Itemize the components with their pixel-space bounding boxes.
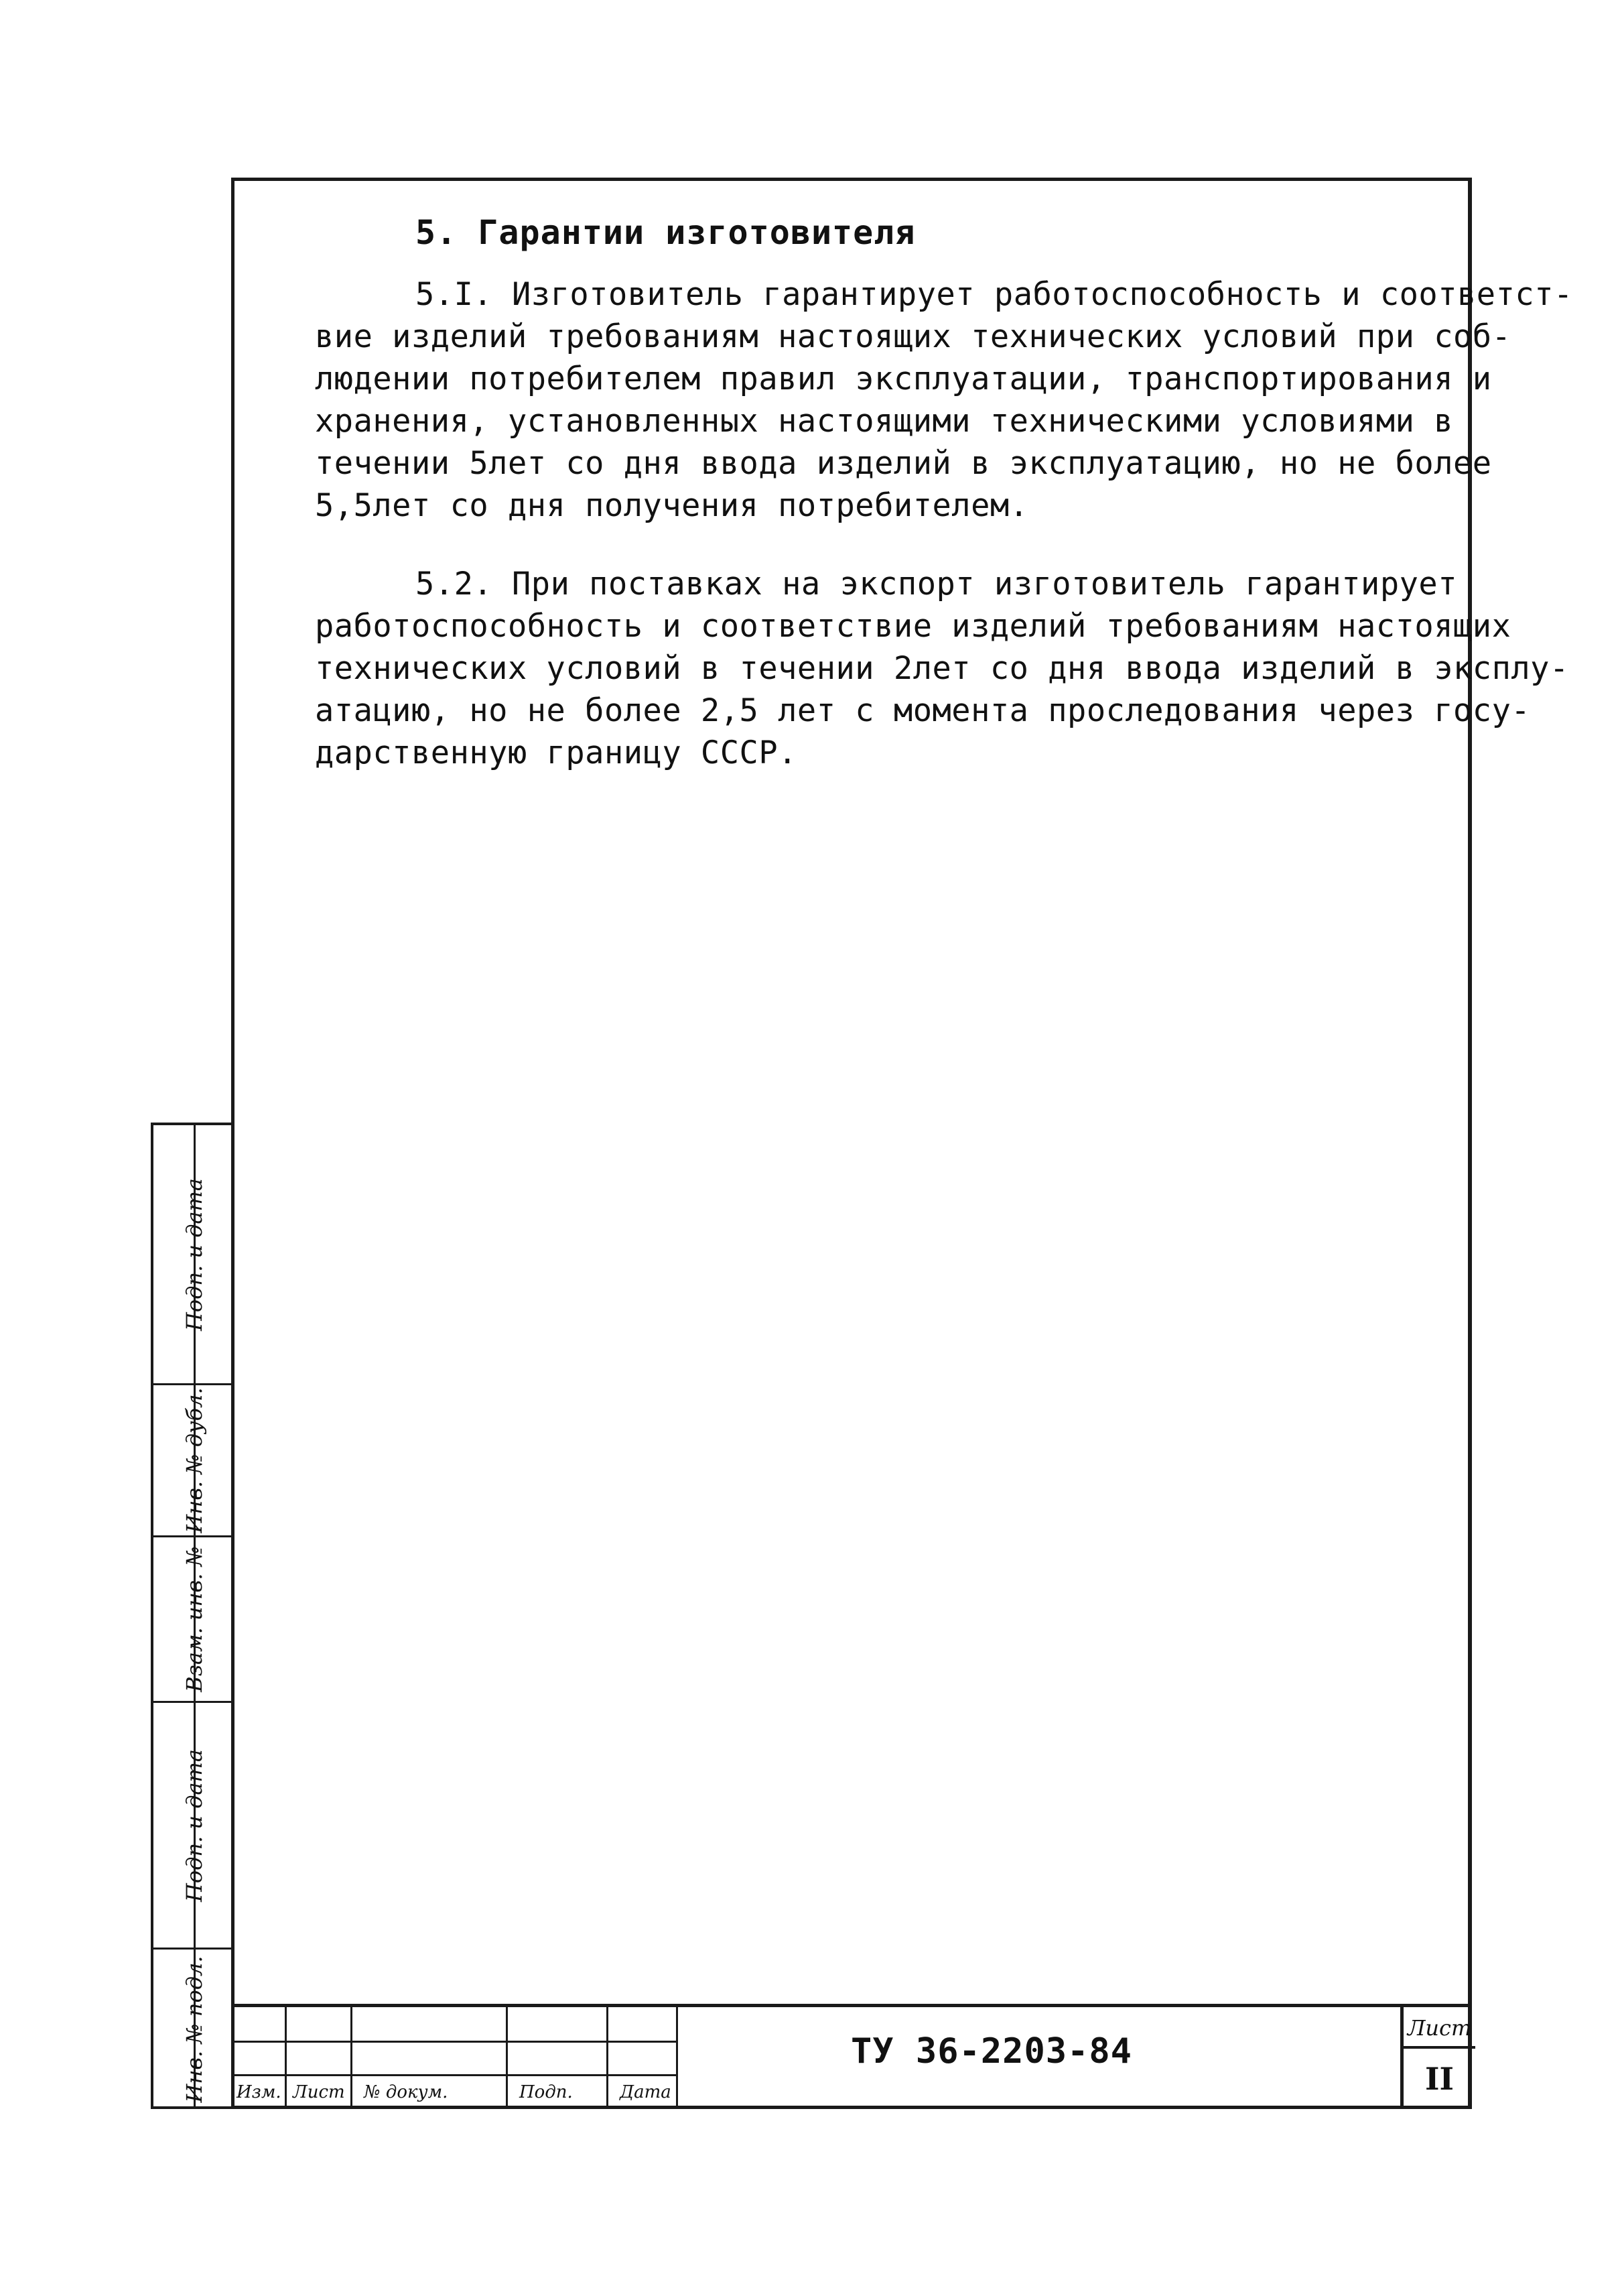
side-stamp [151, 1123, 234, 2109]
col-label-change: Изм. [236, 2082, 281, 2102]
col-label-signature: Подп. [519, 2082, 573, 2102]
document-code: ТУ 36-2203-84 [851, 2031, 1132, 2071]
text-line: течении 5лет со дня ввода изделий в эксплуатацию, но не более [315, 445, 1492, 482]
sheet-box [1400, 2007, 1475, 2109]
title-block-col-rule [285, 2007, 287, 2109]
col-label-sheet: Лист [293, 2082, 345, 2102]
side-cell-label: Инв. № дубл. [181, 1387, 207, 1533]
sheet-label: Лист [1404, 2015, 1475, 2049]
title-block-rule [231, 2041, 676, 2043]
text-line: 5,5лет со дня получения потребителем. [315, 487, 1029, 524]
side-cell-sign-date [153, 1125, 234, 1385]
paragraph-5-2 [315, 563, 1569, 774]
col-label-date: Дата [620, 2082, 671, 2102]
text-line: дарственную границу СССР. [315, 735, 797, 771]
side-cell-label: Взам. инв. № [181, 1546, 207, 1692]
title-block-col-rule [350, 2007, 352, 2109]
side-cell-orig-inv [153, 1950, 234, 2109]
section-heading: 5. Гарантии изготовителя [415, 213, 916, 252]
text-line: хранения, установленных настоящими техническими условиями в [315, 403, 1453, 440]
paragraph-5-1 [315, 273, 1573, 527]
text-line: работоспособность и соответствие изделий требованиям настоящих [315, 608, 1511, 645]
text-line: 5.I. Изготовитель гарантирует работоспособность и соответст- [415, 276, 1573, 313]
col-label-doc-no: № докум. [364, 2082, 448, 2102]
title-block [231, 2004, 1472, 2109]
side-cell-sign-date-2 [153, 1703, 234, 1950]
text-line: 5.2. При поставках на экспорт изготовитель гарантирует [415, 566, 1458, 602]
side-cell-label: Инв. № подл. [181, 1956, 207, 2103]
text-line: людении потребителем правил эксплуатации, транспортирования и [315, 361, 1492, 397]
text-line: технических условий в течении 2лет со дня ввода изделий в эксплу- [315, 650, 1569, 687]
side-cell-label: Подп. и дата [181, 1748, 207, 1902]
text-line: атацию, но не более 2,5 лет с момента проследования через госу- [315, 692, 1531, 729]
side-cell-replace-inv [153, 1537, 234, 1703]
text-line: вие изделий требованиям настоящих технических условий при соб- [315, 318, 1511, 355]
side-cell-label: Подп. и дата [181, 1177, 207, 1331]
title-block-col-rule [606, 2007, 608, 2109]
title-block-col-rule [506, 2007, 508, 2109]
title-block-rule [231, 2074, 676, 2076]
title-block-col-rule [676, 2007, 678, 2109]
sheet-number: II [1424, 2061, 1455, 2097]
side-cell-dup-inv [153, 1385, 234, 1537]
